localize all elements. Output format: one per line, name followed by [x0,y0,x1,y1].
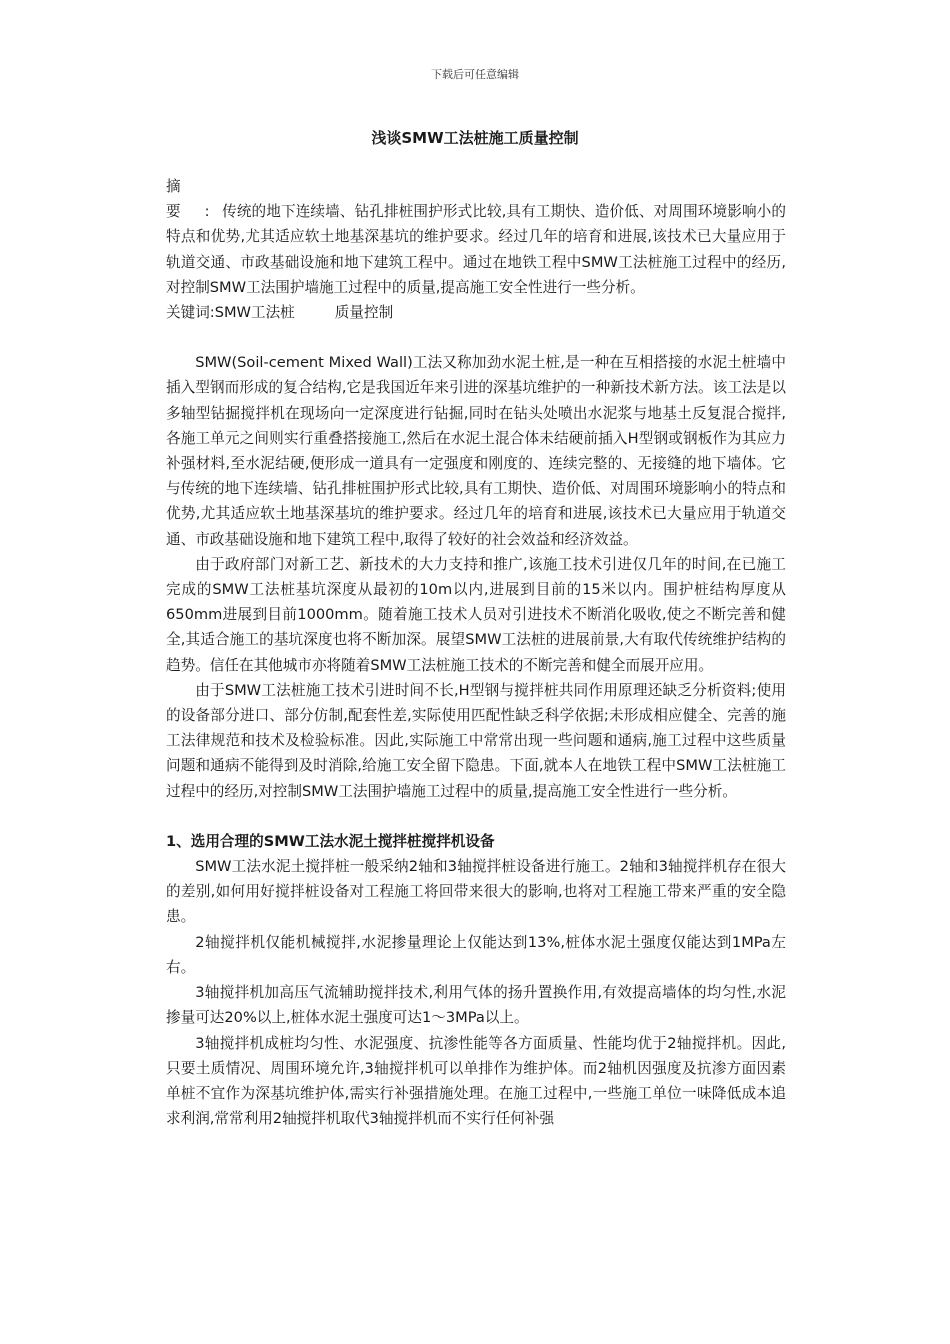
section-heading: 1、选用合理的SMW工法水泥土搅拌桩搅拌机设备 [166,832,495,850]
keywords-label: 关键词: [166,304,215,322]
document-title: 浅谈SMW工法桩施工质量控制 [371,129,579,147]
header-note: 下载后可任意编辑 [431,68,519,81]
keywords [166,300,786,325]
section-paragraph: 3轴搅拌机成桩均匀性、水泥强度、抗渗性能等各方面质量、性能均优于2轴搅拌机。因此,只要土质情况、周围环境允许,3轴搅拌机可以单排作为维护体。而2轴机因强度及抗渗方面因素单桩不宜作为深基坑维护体,需实行补强措施处理。在施工过程中,一些施工单位一味降低成本追求利润,常常利用2轴搅拌机取代3轴搅拌机而不实行任何补强 [166,1034,786,1128]
keyword-item: SMW工法桩 [214,304,295,322]
abstract-label: 摘要: [166,178,234,221]
section-paragraph: 2轴搅拌机仅能机械搅拌,水泥掺量理论上仅能达到13%,桩体水泥土强度仅能达到1MPa左右。 [166,933,786,976]
section-paragraph: 3轴搅拌机加高压气流辅助搅拌技术,利用气体的扬升置换作用,有效提高墙体的均匀性,水泥掺量可达20%以上,桩体水泥土强度可达1～3MPa以上。 [166,984,786,1027]
intro-paragraph: SMW(Soil-cement Mixed Wall)工法又称加劲水泥土桩,是一种在互相搭接的水泥土桩墙中插入型钢而形成的复合结构,它是我国近年来引进的深基坑维护的一种新技术新方法。该工法是以多轴型钻掘搅拌机在现场向一定深度进行钻掘,同时在钻头处喷出水泥浆与地基土反复混合搅拌,各施工单元之间则实行重叠搭接施工,然后在水泥土混合体未结硬前插入H型钢或钢板作为其应力补强材料,至水泥结硬,便形成一道具有一定强度和刚度的、连续完整的、无接缝的地下墙体。它与传统的地下连续墙、钻孔排桩围护形式比较,具有工期快、造价低、对周围环境影响小的特点和优势,尤其适应软土地基深基坑的维护要求。经过几年的培育和进展,该技术已大量应用于轨道交通、市政基础设施和地下建筑工程中,取得了较好的社会效益和经济效益。 [166,354,786,548]
section-paragraph: SMW工法水泥土搅拌桩一般采纳2轴和3轴搅拌桩设备进行施工。2轴和3轴搅拌机存在很大的差别,如何用好搅拌桩设备对工程施工将回带来很大的影响,也将对工程施工带来严重的安全隐患。 [166,858,786,926]
intro-paragraph: 由于SMW工法桩施工技术引进时间不长,H型钢与搅拌桩共同作用原理还缺乏分析资料;使用的设备部分进口、部分仿制,配套性差,实际使用匹配性缺乏科学依据;未形成相应健全、完善的施工法律规范和技术及检验标准。因此,实际施工中常常出现一些问题和通病,施工过程中这些质量问题和通病不能得到及时消除,给施工安全留下隐患。下面,就本人在地铁工程中SMW工法桩施工过程中的经历,对控制SMW工法围护墙施工过程中的质量,提高施工安全性进行一些分析。 [166,681,786,800]
keyword-item: 质量控制 [334,304,394,322]
intro-paragraph: 由于政府部门对新工艺、新技术的大力支持和推广,该施工技术引进仅几年的时间,在已施工完成的SMW工法桩基坑深度从最初的10m以内,进展到目前的15米以内。围护桩结构厚度从650mm进展到目前1000mm。随着施工技术人员对引进技术不断消化吸收,使之不断完善和健全,其适合施工的基坑深度也将不断加深。展望SMW工法桩的进展前景,大有取代传统维护结构的趋势。信任在其他城市亦将随着SMW工法桩施工技术的不断完善和健全而展开应用。 [166,555,786,674]
abstract-text: 传统的地下连续墙、钻孔排桩围护形式比较,具有工期快、造价低、对周围环境影响小的特点和优势,尤其适应软土地基深基坑的维护要求。经过几年的培育和进展,该技术已大量应用于轨道交通、市政基础设施和地下建筑工程中。通过在地铁工程中SMW工法桩施工过程中的经历,对控制SMW工法围护墙施工过程中的质量,提高施工安全性进行一些分析。 [166,203,786,296]
document-body [166,174,786,1131]
abstract [166,174,786,300]
